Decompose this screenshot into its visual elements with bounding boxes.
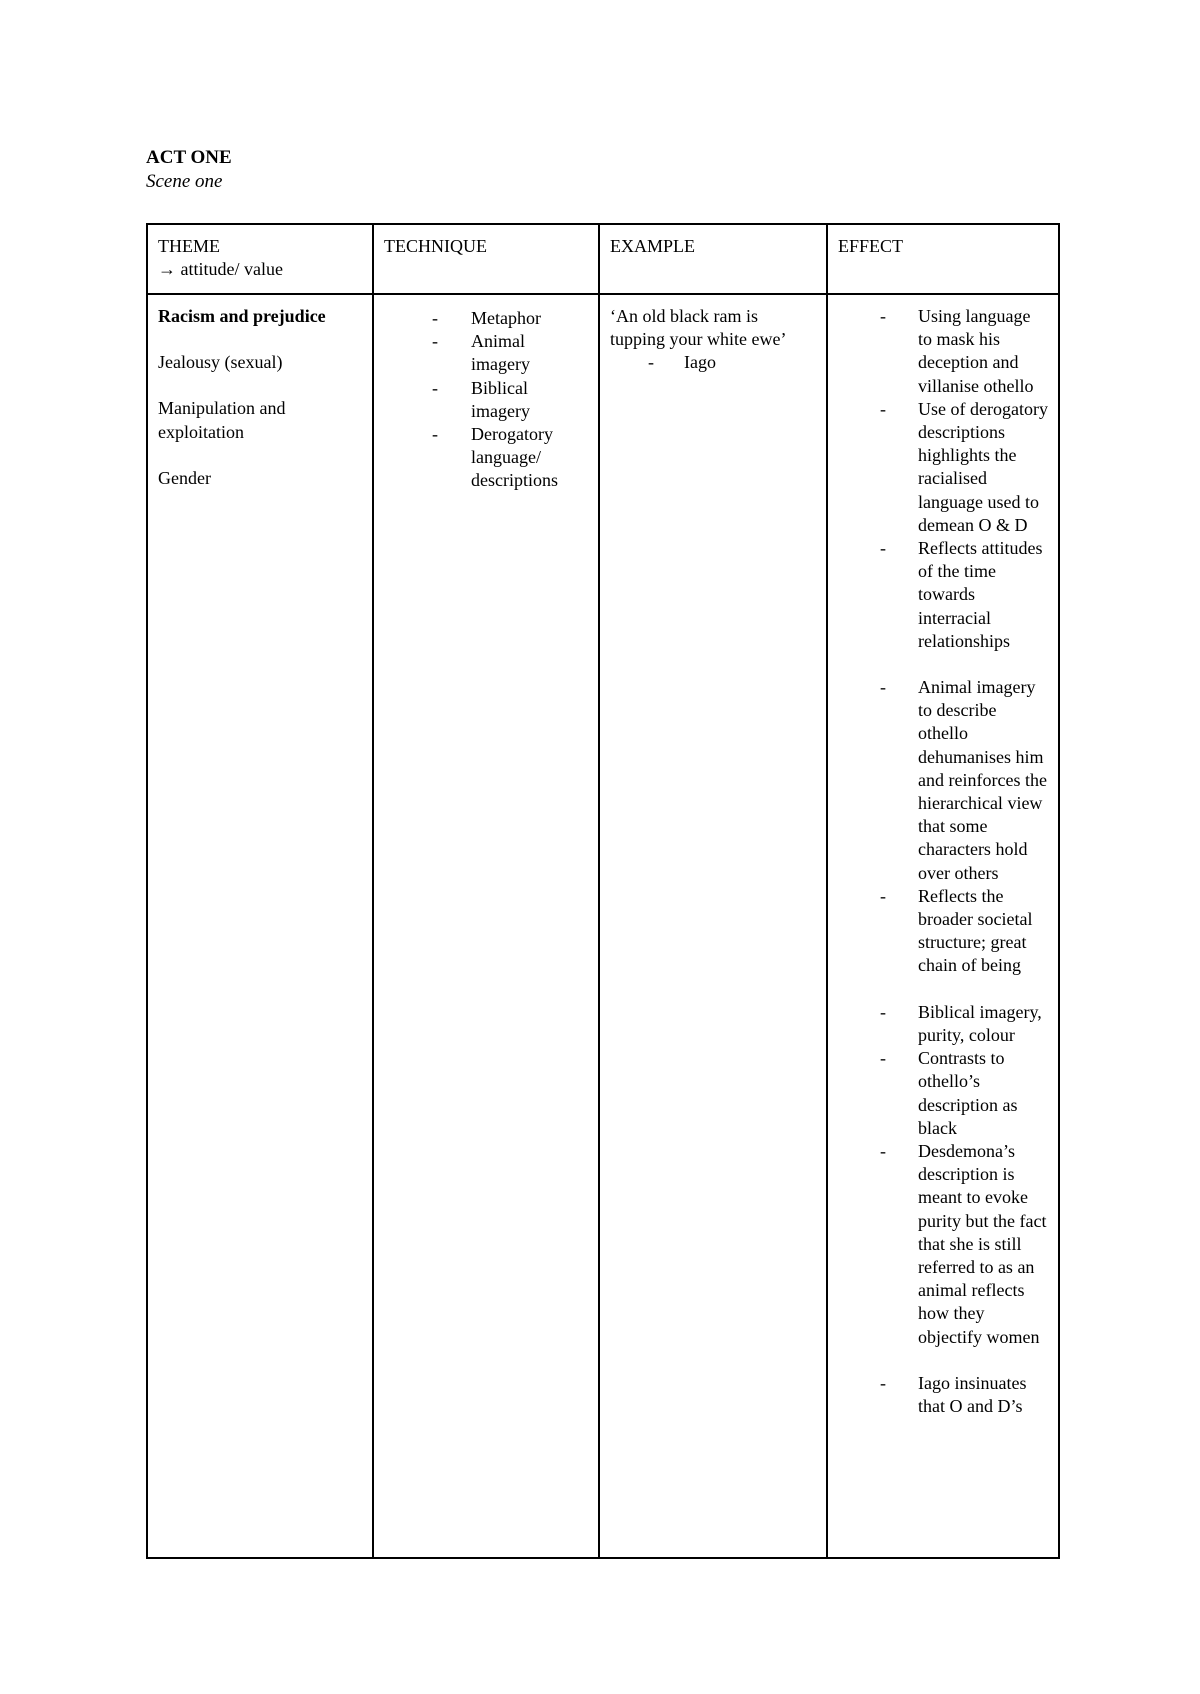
effect-group <box>880 1372 1048 1418</box>
effect-group <box>880 676 1048 978</box>
example-cell <box>599 294 827 1558</box>
theme-item: Racism and prejudice <box>158 306 326 326</box>
effect-cell <box>827 294 1059 1558</box>
header-theme <box>147 224 373 294</box>
effect-item: - Iago insinuates that O and D’s <box>880 1372 1048 1418</box>
effect-item: - Use of derogatory descriptions highlights the racialised language used to demean O & D <box>880 398 1048 537</box>
technique-item: - Animal imagery <box>432 330 588 376</box>
theme-item: Gender <box>158 467 211 488</box>
effect-item: - Reflects the broader societal structure; great chain of being <box>880 885 1048 978</box>
effect-item: - Reflects attitudes of the time towards interracial relationships <box>880 537 1048 653</box>
table-header-row <box>147 224 1059 294</box>
header-technique: TECHNIQUE <box>373 224 599 294</box>
technique-list <box>432 307 588 493</box>
effect-item: - Animal imagery to describe othello dehumanises him and reinforces the hierarchical view that some characters hold over others <box>880 676 1048 885</box>
effect-group <box>880 1001 1048 1349</box>
technique-item: - Metaphor <box>432 307 588 330</box>
effect-item: - Using language to mask his deception and villanise othello <box>880 305 1048 398</box>
header-example: EXAMPLE <box>599 224 827 294</box>
technique-cell <box>373 294 599 1558</box>
example-speaker-list <box>648 351 816 374</box>
effect-item: - Contrasts to othello’s description as black <box>880 1047 1048 1140</box>
document-heading <box>146 146 232 194</box>
effect-group <box>880 305 1048 653</box>
theme-item: Manipulation and exploitation <box>158 398 286 442</box>
header-theme-label: THEME <box>158 236 220 256</box>
effect-item: - Biblical imagery, purity, colour <box>880 1001 1048 1047</box>
theme-cell <box>147 294 373 1558</box>
theme-item: Jealousy (sexual) <box>158 352 283 373</box>
act-title: ACT ONE <box>146 147 232 168</box>
example-quote: ‘An old black ram is tupping your white ewe’ <box>610 306 787 350</box>
header-theme-sublabel: → attitude/ value <box>158 259 283 280</box>
scene-subtitle: Scene one <box>146 171 223 192</box>
example-speaker: - Iago <box>648 351 816 374</box>
technique-item: - Biblical imagery <box>432 377 588 423</box>
effect-item: - Desdemona’s description is meant to evoke purity but the fact that she is still referred to as an animal reflects how they objectify women <box>880 1140 1048 1349</box>
analysis-table <box>146 223 1060 1559</box>
header-effect: EFFECT <box>827 224 1059 294</box>
technique-item: - Derogatory language/ descriptions <box>432 423 588 493</box>
table-row <box>147 294 1059 1558</box>
